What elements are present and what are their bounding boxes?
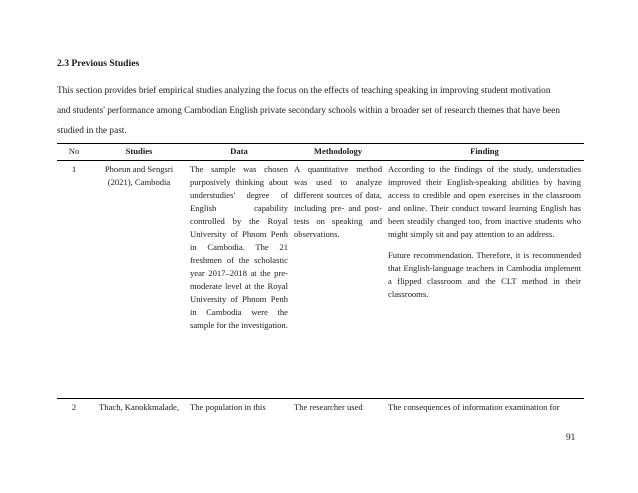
table-header-row (57, 144, 584, 161)
intro-line: studied in the past. (57, 126, 127, 136)
cell-studies: Thach, Kanokkmalade, (91, 399, 187, 416)
cell-data: The sample was chosen purposively thinking about understudies' degree of English capability controlled by the Royal University of Phnom Penh in Cambodia. The 21 freshmen of the scholastic year 2017–2018 at the pre-moderate level at the Royal University of Phnom Penh in Cambodia were the sample for the investigation. (190, 164, 288, 330)
header-finding: Finding (385, 144, 584, 161)
finding-paragraph: According to the findings of the study, understudies improved their English-speaking abilities by having access to credible and open exercises in the classroom and online. Their conduct toward learning English has been steadily changed too, from inactive students who might simply sit and pay attention to an address. (388, 164, 581, 239)
cell-data: The population in this (187, 399, 291, 416)
finding-recommendation: Future recommendation. Therefore, it is recommended that English-language teachers in Cambodia implement a flipped classroom and the CLT method in their classrooms. (388, 250, 581, 299)
intro-paragraph (57, 81, 583, 141)
page-number: 91 (566, 433, 576, 443)
intro-line: This section provides brief empirical studies analyzing the focus on the effects of teaching speaking in improving student motivation (57, 86, 551, 96)
header-methodology: Methodology (291, 144, 385, 161)
cell-methodology: A quantitative method was used to analyze different sources of data, including pre- and post-tests on speaking and observations. (294, 164, 382, 239)
cell-finding: The consequences of information examination for (385, 399, 584, 416)
cell-studies: Phoeun and Sengsri (2021), Cambodia (104, 164, 174, 187)
header-studies: Studies (91, 144, 187, 161)
section-heading: 2.3 Previous Studies (57, 58, 140, 69)
cell-no: 2 (57, 399, 91, 416)
cell-methodology: The researcher used (291, 399, 385, 416)
intro-line: and students' performance among Cambodian English private secondary schools within a broader set of research themes that have been (57, 106, 561, 116)
previous-studies-table (57, 143, 584, 415)
header-data: Data (187, 144, 291, 161)
cell-finding (385, 161, 584, 399)
table-row (57, 161, 584, 399)
header-no: No (57, 144, 91, 161)
cell-no: 1 (71, 164, 77, 174)
table-row (57, 399, 584, 416)
